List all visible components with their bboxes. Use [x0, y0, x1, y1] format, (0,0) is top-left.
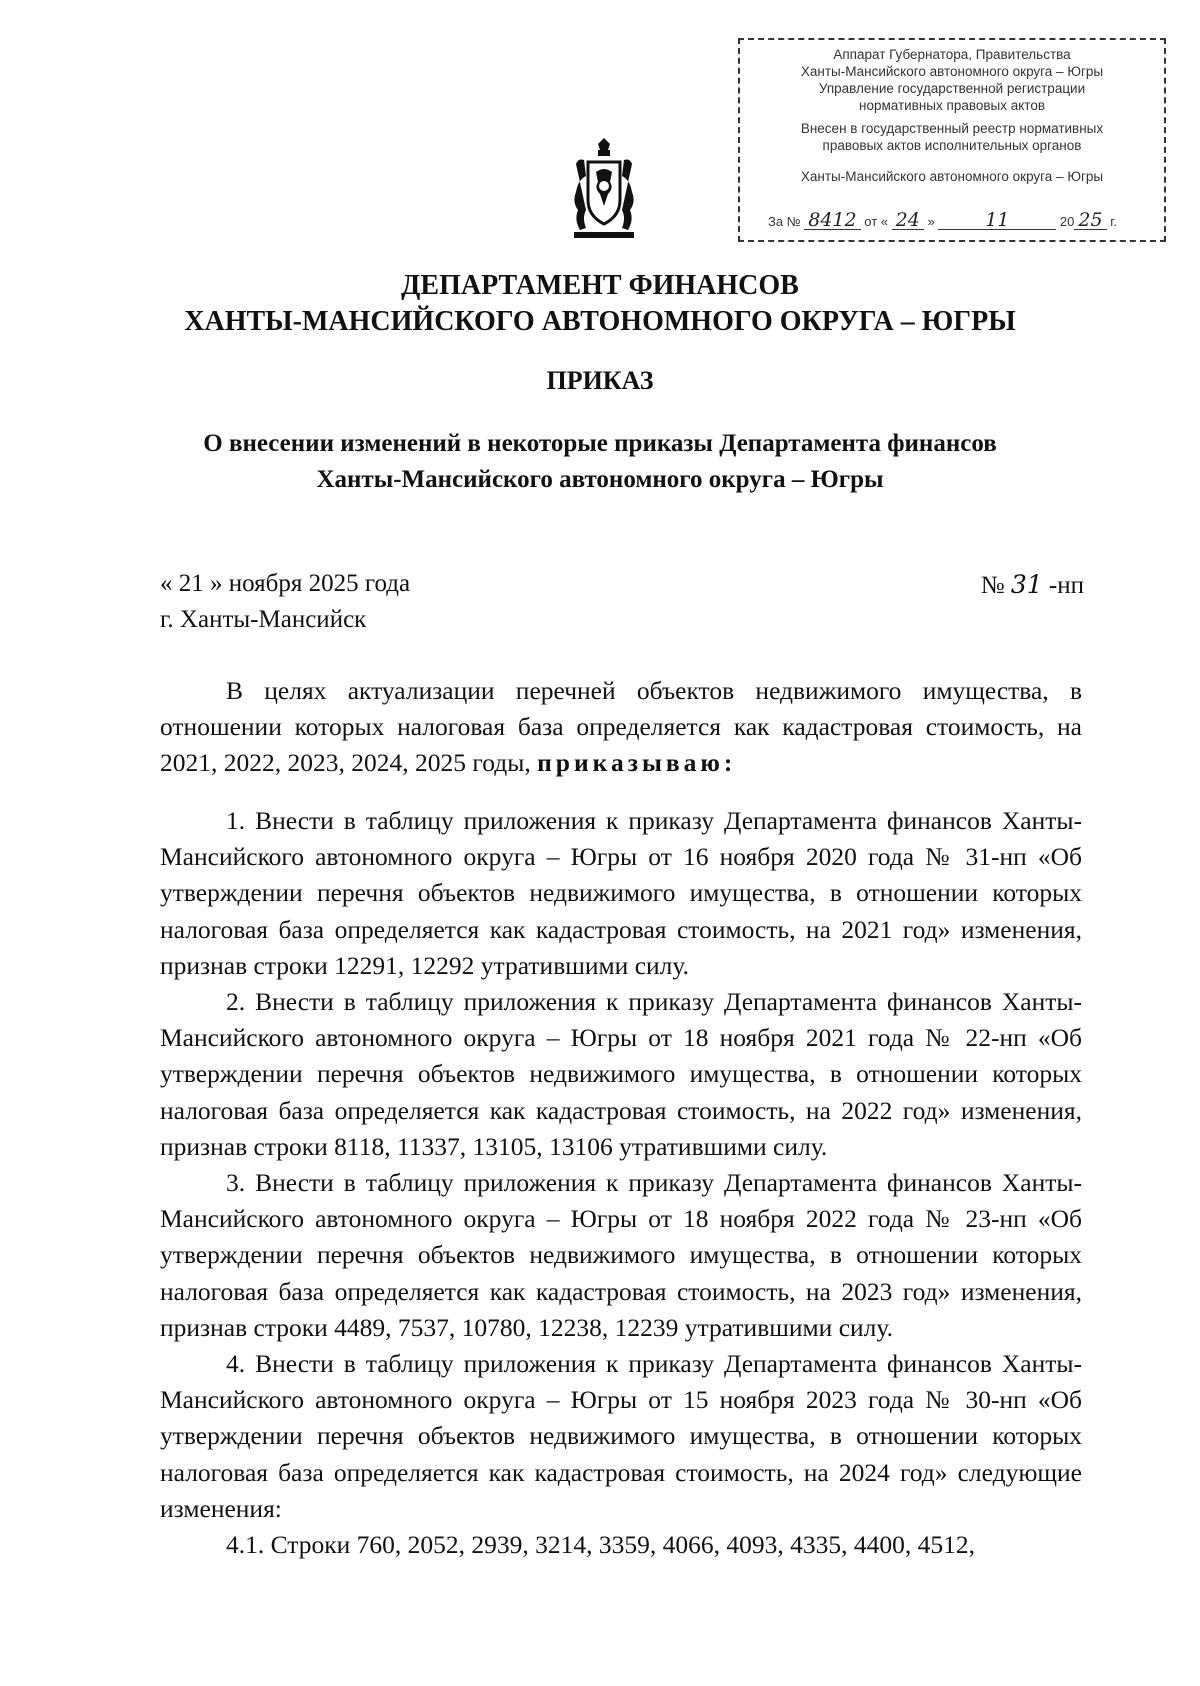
stamp-reg-prefix: За № [768, 214, 801, 229]
preamble-block [160, 673, 1082, 782]
stamp-reg-quote: » [927, 214, 935, 229]
stamp-line: Управление государственной регистрации [818, 81, 1086, 96]
stamp-registration-line [768, 209, 1154, 231]
preamble-text: В целях актуализации перечней объектов недвижимого имущества, в отношении которых налоговая база определяется как кадастровая стоимость, на 2021, 2022, 2023, 2024, 2025 годы, [160, 676, 1082, 778]
stamp-line: Ханты-Мансийского автономного округа – Югры [800, 64, 1104, 79]
document-number-value: 31 [1010, 570, 1043, 599]
stamp-reg-day: 24 [892, 212, 924, 230]
preamble-paragraph [160, 673, 1082, 782]
order-item-4-1: 4.1. Строки 760, 2052, 2939, 3214, 3359, 4066, 4093, 4335, 4400, 4512, [226, 1530, 976, 1560]
document-number-prefix: № [980, 572, 1005, 599]
department-title-line-2: ХАНТЫ-МАНСИЙСКОГО АВТОНОМНОГО ОКРУГА – ЮГРЫ [184, 306, 1016, 337]
order-word: приказываю: [537, 748, 737, 778]
stamp-line: Аппарат Губернатора, Правительства [833, 47, 1071, 62]
stamp-reg-suffix: г. [1110, 214, 1117, 229]
subject-line-2: Ханты-Мансийского автономного округа – Югры [316, 466, 884, 493]
order-item-1: 1. Внести в таблицу приложения к приказу Департамента финансов Ханты-Мансийского автономного округа – Югры от 16 ноября 2020 года № 31-нп «Об утверждении перечня объектов недвижимого имущества, в отношении которых налоговая база определяется как кадастровая стоимость, на 2021 год» изменения, признав строки 12291, 12292 утратившими силу. [160, 806, 1082, 980]
document-city: г. Ханты-Мансийск [160, 606, 367, 633]
stamp-line: Ханты-Мансийского автономного округа – Югры [800, 169, 1104, 184]
department-title-line-1: ДЕПАРТАМЕНТ ФИНАНСОВ [401, 270, 799, 301]
coat-of-arms-icon [568, 136, 640, 240]
document-type-title: ПРИКАЗ [546, 366, 654, 395]
order-item-3: 3. Внести в таблицу приложения к приказу Департамента финансов Ханты-Мансийского автономного округа – Югры от 18 ноября 2022 года № 23-нп «Об утверждении перечня объектов недвижимого имущества, в отношении которых налоговая база определяется как кадастровая стоимость, на 2023 год» изменения, признав строки 4489, 7537, 10780, 12238, 12239 утратившими силу. [160, 1168, 1082, 1342]
document-date: « 21 » ноября 2025 года [160, 570, 411, 597]
document-number-suffix: -нп [1048, 572, 1084, 599]
stamp-reg-year-prefix: 20 [1059, 214, 1075, 229]
stamp-reg-from: от « [864, 214, 888, 229]
stamp-line: Внесен в государственный реестр нормативных [800, 121, 1104, 136]
document-number [981, 570, 1084, 600]
registration-stamp [738, 38, 1166, 242]
stamp-line: правовых актов исполнительных органов [822, 138, 1082, 153]
stamp-line: нормативных правовых актов [858, 98, 1046, 113]
stamp-reg-month: 11 [938, 212, 1056, 230]
stamp-reg-year: 25 [1074, 212, 1106, 230]
stamp-reg-number: 8412 [804, 212, 860, 230]
order-item-2: 2. Внести в таблицу приложения к приказу Департамента финансов Ханты-Мансийского автономного округа – Югры от 18 ноября 2021 года № 22-нп «Об утверждении перечня объектов недвижимого имущества, в отношении которых налоговая база определяется как кадастровая стоимость, на 2022 год» изменения, признав строки 8118, 11337, 13105, 13106 утратившими силу. [160, 987, 1082, 1161]
subject-line-1: О внесении изменений в некоторые приказы Департамента финансов [203, 430, 997, 457]
order-item-4: 4. Внести в таблицу приложения к приказу Департамента финансов Ханты-Мансийского автономного округа – Югры от 15 ноября 2023 года № 30-нп «Об утверждении перечня объектов недвижимого имущества, в отношении которых налоговая база определяется как кадастровая стоимость, на 2024 год» следующие изменения: [160, 1349, 1082, 1523]
order-items [160, 803, 1082, 1563]
